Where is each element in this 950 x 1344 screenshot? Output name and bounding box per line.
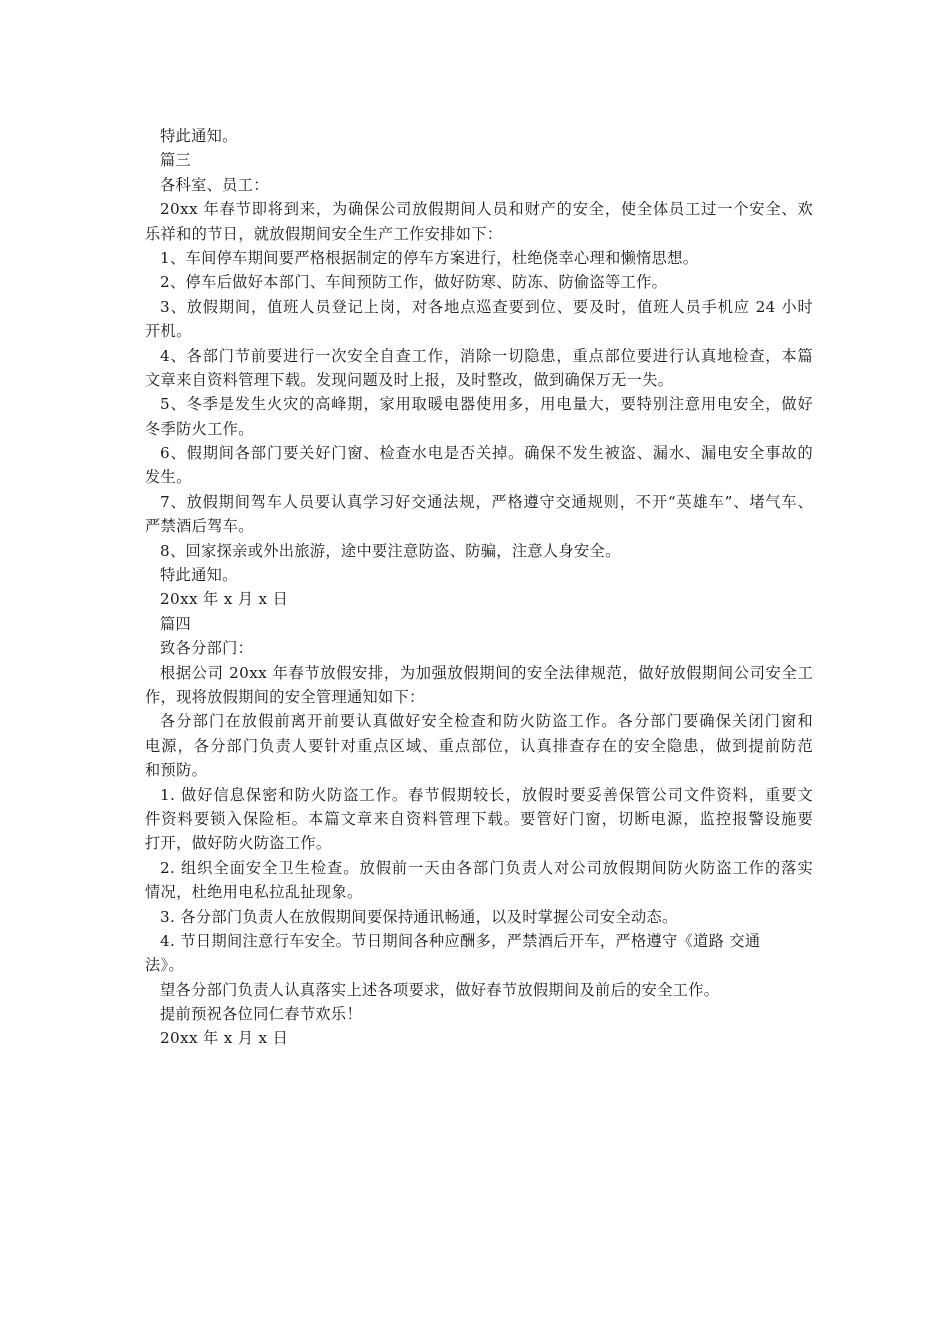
- text-line: 开机。: [145, 322, 192, 341]
- salutation: 致各分部门：: [160, 639, 254, 658]
- section-heading: 篇三: [160, 151, 192, 170]
- list-item: 3、放假期间，值班人员登记上岗，对各地点巡查要到位、要及时，值班人员手机应 24 小时: [160, 297, 813, 316]
- text-line: 提前预祝各位同仁春节欢乐！: [160, 1005, 362, 1024]
- text-line: 各分部门在放假前离开前要认真做好安全检查和防火防盗工作。各分部门要确保关闭门窗和: [160, 712, 813, 731]
- text-line: 电源，各分部门负责人要针对重点区域、重点部位，认真排查存在的安全隐患，做到提前防范: [145, 736, 813, 755]
- section-heading: 篇四: [160, 614, 192, 633]
- text-line: 打开，做好防火防盗工作。: [145, 834, 332, 853]
- text-line: 望各分部门负责人认真落实上述各项要求，做好春节放假期间及前后的安全工作。: [160, 980, 720, 999]
- date-line: 20xx 年 x 月 x 日: [160, 1029, 289, 1048]
- text-line: 特此通知。: [160, 566, 238, 585]
- text-line: 发生。: [145, 468, 192, 487]
- list-item: 1、车间停车期间要严格根据制定的停车方案进行，杜绝侥幸心理和懒惰思想。: [160, 248, 699, 267]
- list-item: 4. 节日期间注意行车安全。节日期间各种应酬多，严禁酒后开车，严格遵守《道路 交通: [160, 931, 761, 950]
- salutation: 各科室、员工：: [160, 175, 269, 194]
- text-line: 情况，杜绝用电私拉乱扯现象。: [145, 883, 363, 902]
- list-item: 6、假期间各部门要关好门窗、检查水电是否关掉。确保不发生被盗、漏水、漏电安全事故的: [160, 444, 813, 463]
- text-line: 件资料要锁入保险柜。本篇文章来自资料管理下载。要管好门窗，切断电源，监控报警设施要: [145, 809, 813, 828]
- text-line: 和预防。: [145, 761, 208, 780]
- list-item: 2、停车后做好本部门、车间预防工作，做好防寒、防冻、防偷盗等工作。: [160, 273, 668, 292]
- text-line: 特此通知。: [160, 127, 238, 145]
- text-line: 严禁酒后驾车。: [145, 517, 254, 536]
- list-item: 8、回家探亲或外出旅游，途中要注意防盗、防骗，注意人身安全。: [160, 541, 621, 560]
- list-item: 2. 组织全面安全卫生检查。放假前一天由各部门负责人对公司放假期间防火防盗工作的落实: [160, 858, 813, 877]
- date-line: 20xx 年 x 月 x 日: [160, 590, 289, 609]
- list-item: 4、各部门节前要进行一次安全自查工作，消除一切隐患，重点部位要进行认真地检查，本篇: [160, 346, 813, 365]
- list-item: 3. 各分部门负责人在放假期间要保持通讯畅通，以及时掌握公司安全动态。: [160, 907, 678, 926]
- text-line: 根据公司 20xx 年春节放假安排，为加强放假期间的安全法律规范，做好放假期间公司安全工: [160, 663, 813, 682]
- text-line: 乐祥和的节日，就放假期间安全生产工作安排如下：: [145, 224, 503, 243]
- document-page: [145, 124, 813, 1051]
- list-item: 7、放假期间驾车人员要认真学习好交通法规，严格遵守交通规则，不开“英雄车”、堵气车、: [160, 492, 813, 511]
- text-line: 冬季防火工作。: [145, 419, 254, 438]
- text-line: 20xx 年春节即将到来，为确保公司放假期间人员和财产的安全，使全体员工过一个安全、欢: [160, 200, 813, 219]
- text-line: 作，现将放假期间的安全管理通知如下：: [145, 687, 425, 706]
- list-item: 5、冬季是发生火灾的高峰期，家用取暖电器使用多，用电量大，要特别注意用电安全，做好: [160, 395, 813, 414]
- text-line: 文章来自资料管理下载。发现问题及时上报，及时整改，做到确保万无一失。: [145, 370, 674, 389]
- list-item: 1. 做好信息保密和防火防盗工作。春节假期较长，放假时要妥善保管公司文件资料，重要文: [160, 785, 813, 804]
- text-line: 法》。: [145, 956, 185, 975]
